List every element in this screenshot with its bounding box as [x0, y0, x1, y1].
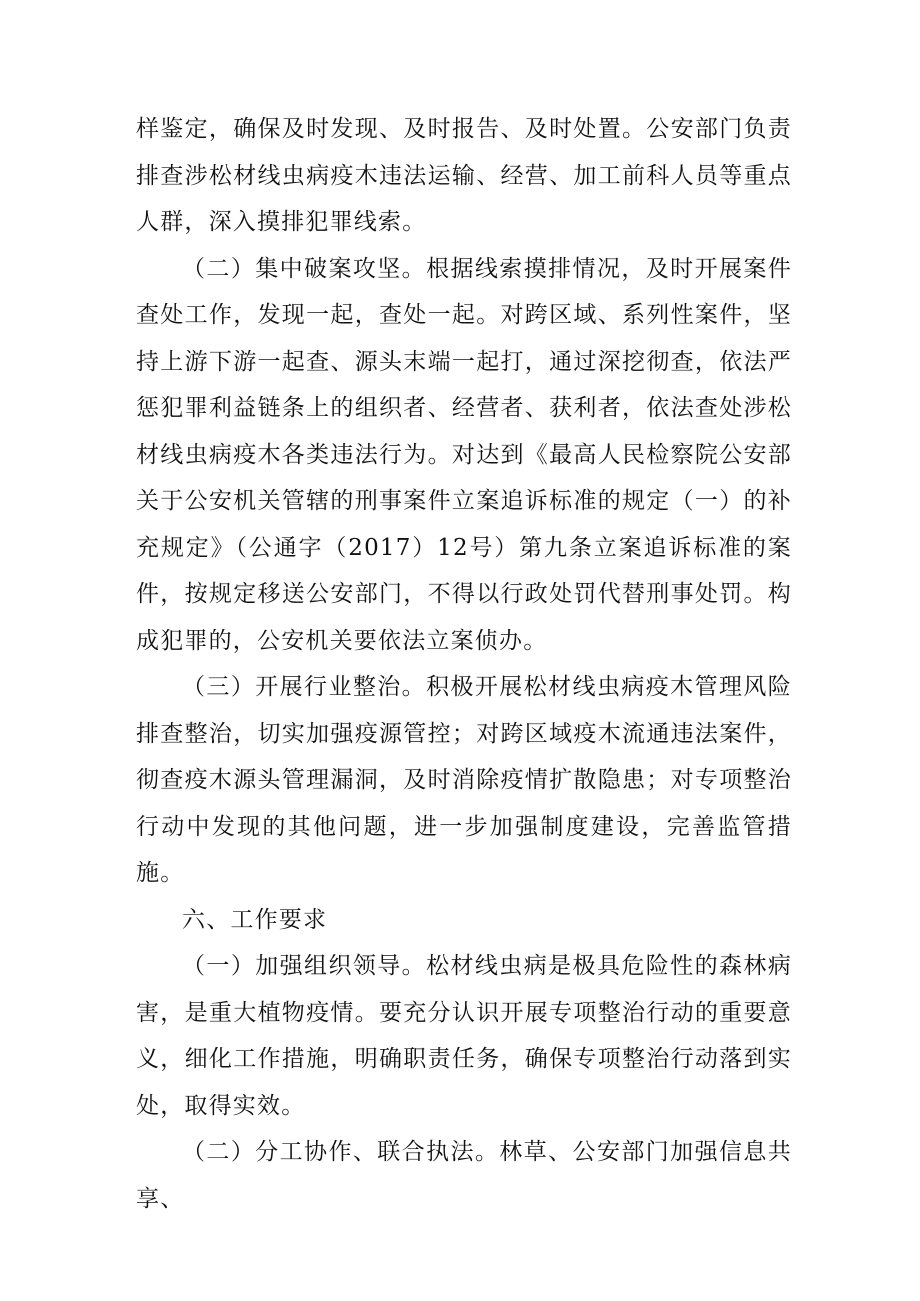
- paragraph-division-cooperation: （二）分工协作、联合执法。林草、公安部门加强信息共享、: [136, 1139, 792, 1212]
- paragraph-industry-rectification: （三）开展行业整治。积极开展松材线虫病疫木管理风险排查整治，切实加强疫源管控；对跨区域疫木流通违法案件，彻查疫木源头管理漏洞，及时消除疫情扩散隐患；对专项整治行动中发现的其他问题，进一步加强制度建设，完善监管措施。: [136, 674, 792, 886]
- paragraph-case-crackdown: （二）集中破案攻坚。根据线索摸排情况，及时开展案件查处工作，发现一起，查处一起。对跨区域、系列性案件，坚持上游下游一起查、源头末端一起打，通过深挖彻查，依法严惩犯罪利益链条上的组织者、经营者、获利者，依法查处涉松材线虫病疫木各类违法行为。对达到《最高人民检察院公安部关于公安机关管辖的刑事案件立案追诉标准的规定（一）的补充规定》（公通字（2017）12号）第九条立案追诉标准的案件，按规定移送公安部门，不得以行政处罚代替刑事处罚。构成犯罪的，公安机关要依法立案侦办。: [136, 255, 792, 654]
- paragraph-continued: 样鉴定，确保及时发现、及时报告、及时处置。公安部门负责排查涉松材线虫病疫木违法运输、经营、加工前科人员等重点人群，深入摸排犯罪线索。: [136, 116, 792, 235]
- document-body: [136, 106, 792, 1222]
- paragraph-organization-leadership: （一）加强组织领导。松材线虫病是极具危险性的森林病害，是重大植物疫情。要充分认识开展专项整治行动的重要意义，细化工作措施，明确职责任务，确保专项整治行动落到实处，取得实效。: [136, 953, 792, 1119]
- section-heading-work-requirements: 六、工作要求: [182, 906, 328, 933]
